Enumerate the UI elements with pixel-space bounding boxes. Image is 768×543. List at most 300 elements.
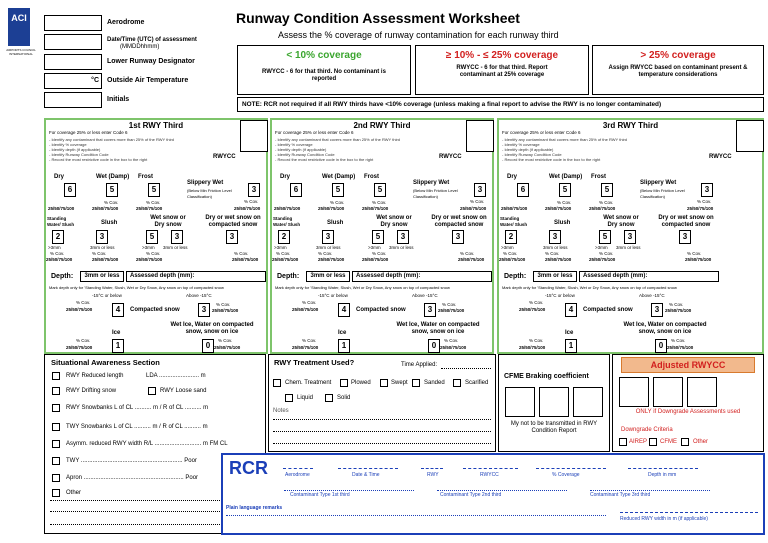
swept-checkbox[interactable] [380, 379, 388, 387]
le3-label: 3mm or less [616, 245, 641, 250]
datetime-label: Date/Time (UTC) of assessment [107, 37, 197, 43]
other-downgrade-checkbox[interactable] [681, 438, 689, 446]
cov-label: % Cov. [442, 302, 457, 307]
compacted-label: Compacted snow [583, 307, 633, 313]
rcr-plain-label: Plain language remarks [226, 505, 283, 511]
adjusted-box-1[interactable] [619, 377, 649, 407]
assessed-depth[interactable]: Assessed depth (mm): [352, 271, 492, 282]
liquid-label: Liquid [297, 395, 314, 401]
pct-label: 25/50/75/100 [362, 257, 389, 262]
slippery-sub: (Below Min Friction Level Classification) [640, 188, 685, 199]
code-box[interactable]: 5 [599, 230, 611, 244]
oat-input[interactable] [44, 73, 102, 89]
pct-label: 25/50/75/100 [318, 206, 345, 211]
pct-label: 25/50/75/100 [665, 308, 692, 313]
cov-label: % Cov. [302, 300, 317, 305]
minus15-label: -15°C or below [92, 293, 122, 298]
le3-label: 3mm or less [389, 245, 414, 250]
pct-label: 25/50/75/100 [66, 307, 93, 312]
code-box[interactable]: 3 [474, 183, 486, 197]
cov-label: % Cov. [276, 251, 291, 256]
cov-label: % Cov. [92, 251, 107, 256]
rcr-reduced-label: Reduced RWY width in m (if applicable) [620, 516, 708, 522]
wet-ice-label: Wet Ice, Water on compacted snow, snow on ice [170, 322, 254, 335]
instruction-line: - Identify depth (if applicable) [49, 147, 101, 152]
rwycc-label: RWYCC [709, 154, 732, 160]
logo-subtext: AIRPORTS COUNCIL INTERNATIONAL [6, 48, 36, 56]
adjusted-box-2[interactable] [653, 377, 683, 407]
liquid-checkbox[interactable] [285, 394, 293, 402]
pct-label: 25/50/75/100 [499, 257, 526, 262]
code-box[interactable]: 3 [701, 183, 713, 197]
rwycc-label: RWYCC [439, 154, 462, 160]
mark-note: Mark depth only for 'Standing Water, Slush, Wet or Dry Snow, Any snow on top of compacted snow [275, 285, 450, 290]
instruction-line: - Identify % coverage [275, 142, 313, 147]
cov-label: % Cov. [302, 338, 317, 343]
code-box[interactable]: 3 [397, 230, 409, 244]
situational-item: RWY Snowbanks L of CL .......... m / R of CL .......... m [66, 405, 209, 411]
cov-label: % Cov. [76, 300, 91, 305]
note-banner: NOTE: RCR not required if all RWY thirds have <10% coverage (unless making a final report to advise the RWY is no longer contaminated) [237, 97, 764, 112]
compacted-label: Compacted snow [356, 307, 406, 313]
situational-checkbox[interactable] [52, 489, 60, 497]
rwy-third-panel [497, 118, 764, 354]
rcr-field[interactable] [628, 468, 698, 469]
gt3-label: >3mm [274, 245, 287, 250]
instruction-line: - Record the most restrictive code in the box to the right [49, 157, 148, 162]
notes-line-3[interactable] [273, 443, 491, 444]
assessed-depth[interactable]: Assessed depth (mm): [126, 271, 266, 282]
pct-label: 25/50/75/100 [458, 257, 485, 262]
code-box[interactable]: 4 [112, 303, 124, 317]
coverage-gt25-text: Assign RWYCC based on contaminant present & temperature considerations [608, 65, 748, 78]
cov-head: For coverage 25% or less enter Code 6 [502, 130, 581, 135]
instruction-line: - Identify Runway Condition Code [275, 152, 335, 157]
code-box[interactable]: 3 [198, 303, 210, 317]
pct-label: 25/50/75/100 [48, 206, 75, 211]
above15-label: Above -15°C [412, 293, 438, 298]
pct-label: 25/50/75/100 [318, 257, 345, 262]
instruction-line: - Identify depth (if applicable) [502, 147, 554, 152]
code-box[interactable]: 4 [565, 303, 577, 317]
code-box[interactable]: 5 [559, 183, 571, 197]
code-box[interactable]: 5 [106, 183, 118, 197]
depth-3mm[interactable]: 3mm or less [533, 271, 577, 282]
wet-snow-label: Wet snow or Dry snow [603, 215, 639, 228]
dry-wet-compacted-label: Dry or wet snow on compacted snow [658, 215, 714, 228]
code-box[interactable]: 3 [96, 230, 108, 244]
coverage-lt10 [237, 45, 411, 95]
cov-label: % Cov. [444, 338, 459, 343]
swept-label: Swept [391, 380, 408, 386]
code-box[interactable]: 3 [679, 230, 691, 244]
situational-checkbox[interactable] [52, 387, 60, 395]
assessed-depth[interactable]: Assessed depth (mm): [579, 271, 719, 282]
gt3-label: >3mm [48, 245, 61, 250]
pct-label: 25/50/75/100 [589, 257, 616, 262]
adjusted-title: Adjusted RWYCC [621, 357, 755, 373]
cov-label: % Cov. [372, 251, 387, 256]
situational-checkbox[interactable] [52, 423, 60, 431]
pct-label: 25/50/75/100 [667, 345, 694, 350]
cov-label: % Cov. [104, 200, 119, 205]
cond-label: Dry [54, 174, 65, 180]
cond-label: Frost [364, 174, 379, 180]
scarified-label: Scarified [465, 380, 489, 386]
code-box[interactable]: 3 [452, 230, 464, 244]
cov-label: % Cov. [218, 338, 233, 343]
code-box[interactable]: 6 [64, 183, 76, 197]
lower-runway-input[interactable] [44, 54, 102, 70]
pct-label: 25/50/75/100 [234, 206, 261, 211]
pct-label: 25/50/75/100 [274, 206, 301, 211]
cov-label: % Cov. [669, 302, 684, 307]
sanded-checkbox[interactable] [412, 379, 420, 387]
datetime-format: (MMDDhhmm) [120, 44, 160, 50]
cfme-box-3[interactable] [573, 387, 603, 417]
rcr-field[interactable] [536, 468, 606, 469]
pct-label: 25/50/75/100 [232, 257, 259, 262]
code-box[interactable]: 6 [290, 183, 302, 197]
pct-label: 25/50/75/100 [501, 206, 528, 211]
chem-checkbox[interactable] [273, 379, 281, 387]
sanded-label: Sanded [424, 380, 445, 386]
pct-label: 25/50/75/100 [362, 206, 389, 211]
code-box[interactable]: 3 [424, 303, 436, 317]
mark-note: Mark depth only for 'Standing Water, Slush, Wet or Dry Snow, Any snow on top of compacted snow [502, 285, 677, 290]
code-box[interactable]: 1 [565, 339, 577, 353]
code-box[interactable]: 4 [338, 303, 350, 317]
code-box[interactable]: 5 [601, 183, 613, 197]
pct-label: 25/50/75/100 [440, 345, 467, 350]
cov-label: % Cov. [697, 199, 712, 204]
notes-line-1[interactable] [273, 419, 491, 420]
code-box[interactable]: 3 [248, 183, 260, 197]
situational-item: Other [66, 490, 82, 496]
slush-label: Slush [101, 220, 118, 226]
situational-item: TWY ............................................................. Poor [66, 458, 197, 464]
pct-label: 25/50/75/100 [136, 206, 163, 211]
pct-label: 25/50/75/100 [589, 206, 616, 211]
treatment-section [268, 354, 496, 452]
adjusted-box-3[interactable] [687, 377, 717, 407]
cov-label: % Cov. [76, 338, 91, 343]
lda-label: LDA ........................ m [146, 373, 206, 379]
code-box[interactable]: 5 [332, 183, 344, 197]
code-box[interactable]: 3 [171, 230, 183, 244]
datetime-input[interactable] [44, 34, 102, 50]
code-box[interactable]: 0 [202, 339, 214, 353]
code-box[interactable]: 1 [112, 339, 124, 353]
rcr-datetime-label: Date & Time [352, 472, 380, 478]
instruction-line: - Identify any contaminant that covers more than 25% of the RWY third [502, 137, 628, 142]
coverage-lt10-text: RWYCC - 6 for that third. No contaminant is reported [262, 69, 386, 82]
rcr-contaminant-field[interactable] [437, 490, 567, 491]
pct-label: 25/50/75/100 [438, 308, 465, 313]
cond-label: Dry [280, 174, 291, 180]
slippery-label: Slippery Wet [640, 180, 677, 186]
solid-checkbox[interactable] [325, 394, 333, 402]
pct-label: 25/50/75/100 [66, 345, 93, 350]
cov-label: % Cov. [503, 251, 518, 256]
deg-c: °C [91, 77, 99, 84]
aerodrome-label: Aerodrome [107, 19, 145, 26]
wet-snow-label: Wet snow or Dry snow [376, 215, 412, 228]
ice-label: Ice [565, 330, 574, 336]
loose-sand-label: RWY Loose sand [160, 388, 207, 394]
code-box[interactable]: 2 [505, 230, 517, 244]
aci-logo: ACI [8, 8, 30, 46]
pct-label: 25/50/75/100 [545, 206, 572, 211]
instruction-line: - Record the most restrictive code in the box to the right [502, 157, 601, 162]
situational-checkbox[interactable] [52, 474, 60, 482]
cov-label: % Cov. [529, 300, 544, 305]
code-box[interactable]: 2 [278, 230, 290, 244]
rwy-third-panel [44, 118, 268, 354]
pct-label: 25/50/75/100 [92, 257, 119, 262]
cov-label: % Cov. [529, 338, 544, 343]
instruction-line: - Identify % coverage [49, 142, 87, 147]
above15-label: Above -15°C [186, 293, 212, 298]
cov-head: For coverage 25% or less enter Code 6 [49, 130, 128, 135]
cfme-note: My not to be transmitted in RWY Condition Report [510, 421, 598, 434]
cov-label: % Cov. [216, 302, 231, 307]
cfme-checkbox[interactable] [649, 438, 657, 446]
coverage-lt10-title: < 10% coverage [286, 50, 362, 61]
rcr-coverage-label: % Coverage [552, 472, 580, 478]
time-applied-label: Time Applied: [401, 362, 438, 368]
notes-line-2[interactable] [273, 431, 491, 432]
slush-label: Slush [327, 220, 344, 226]
code-box[interactable]: 3 [549, 230, 561, 244]
solid-label: Solid [337, 395, 351, 401]
le3-label: 3mm or less [90, 245, 115, 250]
wet-ice-label: Wet Ice, Water on compacted snow, snow on ice [623, 322, 707, 335]
rcr-field[interactable] [421, 468, 443, 469]
cond-label: Frost [591, 174, 606, 180]
situational-checkbox[interactable] [52, 440, 60, 448]
situational-item: Apron ............................................................ Poor [66, 475, 199, 481]
cfme-section [498, 354, 610, 452]
cond-label: Dry [507, 174, 518, 180]
airep-checkbox[interactable] [619, 438, 627, 446]
cov-label: % Cov. [50, 251, 65, 256]
wet-snow-label: Wet snow or Dry snow [150, 215, 186, 228]
coverage-10-25-text: RWYCC - 6 for that third. Report contaminant at 25% coverage [456, 65, 548, 78]
adjusted-only: ONLY if Downgrade Assessments used [635, 409, 741, 415]
pct-label: 25/50/75/100 [92, 206, 119, 211]
pct-label: 25/50/75/100 [460, 206, 487, 211]
cov-label: % Cov. [330, 200, 345, 205]
depth-label: Depth: [277, 273, 300, 280]
rcr-contaminant-field[interactable] [590, 490, 710, 491]
rwycc-box[interactable] [466, 120, 494, 152]
standing-label: Standing Water/ Slush [47, 216, 75, 227]
rcr-rwycc-label: RWYCC [480, 472, 499, 478]
pct-label: 25/50/75/100 [687, 206, 714, 211]
cov-label: % Cov. [244, 199, 259, 204]
instruction-line: - Identify Runway Condition Code [49, 152, 109, 157]
le3-label: 3mm or less [316, 245, 341, 250]
rcr-field[interactable] [283, 468, 313, 469]
rcr-field[interactable] [338, 468, 398, 469]
gt3-label: >3mm [368, 245, 381, 250]
code-box[interactable]: 0 [428, 339, 440, 353]
slippery-label: Slippery Wet [413, 180, 450, 186]
rwycc-box[interactable] [736, 120, 764, 152]
coverage-gt25 [592, 45, 764, 95]
pct-label: 25/50/75/100 [519, 345, 546, 350]
plowed-checkbox[interactable] [340, 379, 348, 387]
other-downgrade-label: Other [693, 439, 709, 445]
cfme-box-2[interactable] [539, 387, 569, 417]
cond-label: Frost [138, 174, 153, 180]
pct-label: 25/50/75/100 [292, 307, 319, 312]
cov-label: % Cov. [687, 251, 702, 256]
notes-label: Notes [273, 408, 289, 414]
coverage-10-25-title: ≥ 10% - ≤ 25% coverage [445, 50, 559, 61]
slippery-sub: (Below Min Friction Level Classification) [413, 188, 458, 199]
slippery-sub: (Below Min Friction Level Classification) [187, 188, 232, 199]
situational-checkbox[interactable] [52, 372, 60, 380]
ice-label: Ice [338, 330, 347, 336]
pct-label: 25/50/75/100 [272, 257, 299, 262]
pct-label: 25/50/75/100 [685, 257, 712, 262]
pct-label: 25/50/75/100 [46, 257, 73, 262]
gt3-label: >3mm [142, 245, 155, 250]
code-box[interactable]: 3 [322, 230, 334, 244]
cov-label: % Cov. [318, 251, 333, 256]
rcr-ct2-label: Contaminant Type 2nd third [440, 492, 502, 498]
minus15-label: -15°C or below [545, 293, 575, 298]
le3-label: 3mm or less [543, 245, 568, 250]
situational-item: TWY Snowbanks L of CL .......... m / R of CL .......... m [66, 424, 208, 430]
coverage-gt25-title: > 25% coverage [640, 50, 716, 61]
rwycc-box[interactable] [240, 120, 268, 152]
rcr-ct1-label: Contaminant Type 1st third [290, 492, 350, 498]
pct-label: 25/50/75/100 [214, 345, 241, 350]
cfme-title: CFME Braking coefficient [504, 373, 589, 380]
situational-checkbox[interactable] [52, 457, 60, 465]
cov-head: For coverage 25% or less enter Code 6 [275, 130, 354, 135]
code-box[interactable]: 3 [624, 230, 636, 244]
depth-3mm[interactable]: 3mm or less [306, 271, 350, 282]
cov-label: % Cov. [599, 251, 614, 256]
wet-ice-label: Wet Ice, Water on compacted snow, snow on ice [396, 322, 480, 335]
cfme-label: CFME [660, 439, 677, 445]
situational-item: Asymm. reduced RWY width R/L ............................ m FM CL [66, 441, 228, 447]
cov-label: % Cov. [671, 338, 686, 343]
third-title: 1st RWY Third [128, 121, 184, 130]
code-box[interactable]: 3 [651, 303, 663, 317]
code-box[interactable]: 5 [148, 183, 160, 197]
pct-label: 25/50/75/100 [292, 345, 319, 350]
scarified-checkbox[interactable] [453, 379, 461, 387]
rcr-plain-field[interactable] [226, 515, 606, 516]
aerodrome-input[interactable] [44, 15, 102, 31]
dry-wet-compacted-label: Dry or wet snow on compacted snow [431, 215, 487, 228]
rcr-aerodrome-label: Aerodrome [285, 472, 310, 478]
depth-label: Depth: [51, 273, 74, 280]
rcr-contaminant-field[interactable] [284, 490, 414, 491]
instruction-line: - Identify Runway Condition Code [502, 152, 562, 157]
cov-label: % Cov. [234, 251, 249, 256]
rcr-rwy-label: RWY [427, 472, 439, 478]
code-box[interactable]: 5 [372, 230, 384, 244]
airep-label: AIREP [629, 439, 648, 445]
third-title: 2nd RWY Third [353, 121, 411, 130]
cov-label: % Cov. [146, 251, 161, 256]
loose-sand-checkbox[interactable] [148, 387, 156, 395]
instruction-line: - Identify depth (if applicable) [275, 147, 327, 152]
standing-label: Standing Water/ Slush [500, 216, 528, 227]
slush-label: Slush [554, 220, 571, 226]
third-title: 3rd RWY Third [602, 121, 659, 130]
le3-label: 3mm or less [163, 245, 188, 250]
depth-3mm[interactable]: 3mm or less [80, 271, 124, 282]
cov-label: % Cov. [557, 200, 572, 205]
standing-label: Standing Water/ Slush [273, 216, 301, 227]
code-box[interactable]: 2 [52, 230, 64, 244]
instruction-line: - Record the most restrictive code in the box to the right [275, 157, 374, 162]
situational-item: RWY Drifting snow [66, 388, 117, 394]
situational-title: Situational Awareness Section [51, 358, 160, 367]
instruction-line: - Identify any contaminant that covers more than 25% of the RWY third [275, 137, 401, 142]
depth-label: Depth: [504, 273, 527, 280]
code-box[interactable]: 0 [655, 339, 667, 353]
above15-label: Above -15°C [639, 293, 665, 298]
instruction-line: - Identify any contaminant that covers more than 25% of the RWY third [49, 137, 175, 142]
code-box[interactable]: 1 [338, 339, 350, 353]
mark-note: Mark depth only for 'Standing Water, Slush, Wet or Dry Snow, Any snow on top of compacted snow [49, 285, 224, 290]
time-applied-field[interactable] [441, 368, 491, 369]
chem-label: Chem. Treatment [285, 380, 332, 386]
compacted-label: Compacted snow [130, 307, 180, 313]
page-subtitle: Assess the % coverage of runway contamination for each runway third [278, 30, 559, 40]
plowed-label: Plowed [351, 380, 371, 386]
initials-label: Initials [107, 96, 130, 103]
code-box[interactable]: 5 [374, 183, 386, 197]
gt3-label: >3mm [595, 245, 608, 250]
cov-label: % Cov. [545, 251, 560, 256]
code-box[interactable]: 5 [146, 230, 158, 244]
cond-label: Wet (Damp) [549, 174, 583, 180]
downgrade-criteria: Downgrade Criteria [621, 427, 673, 433]
pct-label: 25/50/75/100 [545, 257, 572, 262]
rcr-reduced-field[interactable] [620, 512, 758, 513]
cov-label: % Cov. [372, 200, 387, 205]
rcr-field[interactable] [463, 468, 518, 469]
rcr-ct3-label: Contaminant Type 3rd third [590, 492, 651, 498]
cond-label: Wet (Damp) [322, 174, 356, 180]
pct-label: 25/50/75/100 [519, 307, 546, 312]
cfme-box-1[interactable] [505, 387, 535, 417]
ice-label: Ice [112, 330, 121, 336]
cov-label: % Cov. [460, 251, 475, 256]
situational-item: RWY Reduced length [66, 373, 124, 379]
adjusted-section [612, 354, 764, 452]
pct-label: 25/50/75/100 [212, 308, 239, 313]
rcr-title: RCR [229, 458, 268, 478]
page-title: Runway Condition Assessment Worksheet [236, 10, 520, 26]
pct-label: 25/50/75/100 [136, 257, 163, 262]
slippery-label: Slippery Wet [187, 180, 224, 186]
initials-input[interactable] [44, 92, 102, 108]
code-box[interactable]: 3 [226, 230, 238, 244]
situational-checkbox[interactable] [52, 404, 60, 412]
code-box[interactable]: 6 [517, 183, 529, 197]
oat-label: Outside Air Temperature [107, 77, 189, 84]
